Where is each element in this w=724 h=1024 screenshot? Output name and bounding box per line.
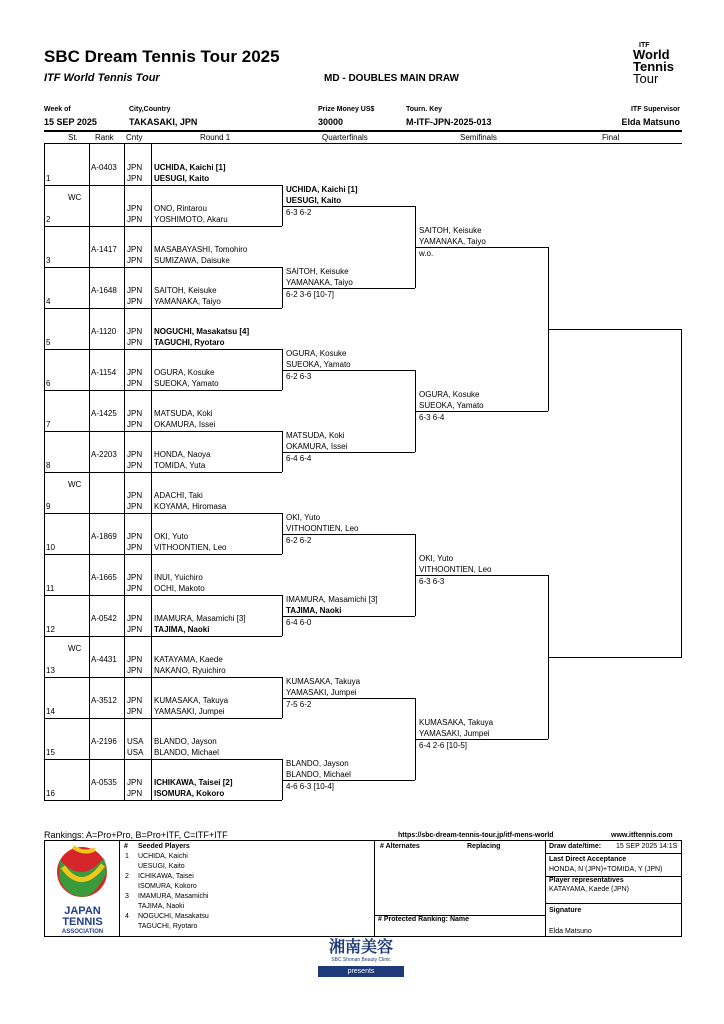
- qf-player: BLANDO, Jayson: [286, 759, 349, 768]
- last-da-value: HONDA, N (JPN)+TOMIDA, Y (JPN): [549, 866, 663, 873]
- player-name: NAKANO, Ryuichiro: [154, 666, 226, 675]
- entry-country: JPN: [127, 450, 143, 459]
- qf-player: SUEOKA, Yamato: [286, 360, 351, 369]
- supervisor-label: ITF Supervisor: [630, 106, 680, 113]
- player-name: TAJIMA, Naoki: [154, 625, 210, 634]
- entry-rule: [44, 718, 282, 719]
- final-rule: [548, 657, 682, 658]
- draw-position: 13: [46, 666, 55, 675]
- entry-country: JPN: [127, 666, 143, 675]
- player-name: OGURA, Kosuke: [154, 368, 215, 377]
- seed-player: TAGUCHI, Ryotaro: [138, 923, 198, 930]
- entry-rule: [44, 759, 282, 760]
- qf-player: VITHOONTIEN, Leo: [286, 524, 359, 533]
- tourn-key-label: Tourn. Key: [406, 106, 443, 113]
- entry-rank: A-1417: [91, 245, 117, 254]
- entry-country: JPN: [127, 614, 143, 623]
- header-rule-top: [44, 130, 682, 132]
- draw-date-label: Draw date/time:: [549, 843, 602, 850]
- draw-position: 10: [46, 543, 55, 552]
- player-name: YAMASAKI, Jumpei: [154, 707, 225, 716]
- player-rep-value: KATAYAMA, Kaede (JPN): [549, 886, 630, 893]
- entry-rank: A-1154: [91, 368, 117, 377]
- draw-position: 14: [46, 707, 55, 716]
- qf-player: UCHIDA, Kaichi [1]: [286, 185, 358, 194]
- japan-tennis-association-logo: [55, 845, 110, 935]
- logo-word-tennis: Tennis: [633, 59, 674, 74]
- entry-rank: A-1425: [91, 409, 117, 418]
- player-name: BLANDO, Michael: [154, 748, 219, 757]
- entry-country: JPN: [127, 327, 143, 336]
- qf-player: BLANDO, Michael: [286, 770, 351, 779]
- player-name: IMAMURA, Masamichi [3]: [154, 614, 246, 623]
- entry-rule: [44, 554, 282, 555]
- qf-player: YAMANAKA, Taiyo: [286, 278, 353, 287]
- footer-divider-1: [119, 840, 120, 937]
- entry-country: JPN: [127, 368, 143, 377]
- player-name: NOGUCHI, Masakatsu [4]: [154, 327, 250, 336]
- seed-player: TAJIMA, Naoki: [138, 903, 185, 910]
- draw-name: MD - DOUBLES MAIN DRAW: [324, 73, 459, 84]
- seed-number: 3: [125, 893, 129, 900]
- entry-rank: A-1869: [91, 532, 117, 541]
- draw-position: 15: [46, 748, 55, 757]
- prize-value: 30000: [318, 117, 344, 127]
- player-name: MASABAYASHI, Tomohiro: [154, 245, 248, 254]
- tournament-title: SBC Dream Tennis Tour 2025: [44, 47, 280, 66]
- draw-position: 7: [46, 420, 51, 429]
- jta-word-tennis: TENNIS: [62, 916, 103, 928]
- entry-rule: [44, 267, 282, 268]
- entry-rank: A-1120: [91, 327, 117, 336]
- entry-country: USA: [127, 748, 144, 757]
- sponsor-sub: SBC Shonan Beauty Clinic: [331, 957, 391, 963]
- rankings-note: Rankings: A=Pro+Pro, B=Pro+ITF, C=ITF+ITF: [44, 830, 228, 840]
- entry-rule: [44, 800, 282, 801]
- qf-score: 6-2 6-2: [286, 536, 312, 545]
- entry-country: JPN: [127, 789, 143, 798]
- seed-player: UCHIDA, Kaichi: [138, 853, 188, 860]
- entry-rule: [44, 472, 282, 473]
- qf-score: 4-6 6-3 [10-4]: [286, 782, 335, 791]
- qf-player: SAITOH, Keisuke: [286, 267, 349, 276]
- tennis-ball-icon: [55, 845, 110, 900]
- signature-label: Signature: [549, 907, 582, 914]
- date-divider: [545, 853, 682, 854]
- entry-rank: A-3512: [91, 696, 117, 705]
- player-name: ISOMURA, Kokoro: [154, 789, 225, 798]
- player-name: OKI, Yuto: [154, 532, 189, 541]
- player-name: OCHI, Makoto: [154, 584, 205, 593]
- itf-url[interactable]: www.itftennis.com: [611, 832, 673, 839]
- entry-country: JPN: [127, 584, 143, 593]
- col-final: Final: [602, 133, 620, 142]
- sf-score: 6-3 6-3: [419, 577, 445, 586]
- city-label: City,Country: [129, 106, 171, 113]
- replacing-label: Replacing: [467, 843, 501, 850]
- header-rule-bottom: [44, 143, 682, 144]
- signature-value: Elda Matsuno: [549, 928, 592, 935]
- entry-country: JPN: [127, 286, 143, 295]
- tour-subtitle: ITF World Tennis Tour: [44, 72, 160, 84]
- entry-country: JPN: [127, 215, 143, 224]
- sf-player: OGURA, Kosuke: [419, 390, 480, 399]
- seed-player: IMAMURA, Masamichi: [138, 893, 209, 900]
- entry-status: WC: [68, 480, 82, 489]
- sf-score: 6-3 6-4: [419, 413, 445, 422]
- qf-player: KUMASAKA, Takuya: [286, 677, 361, 686]
- player-name: SUMIZAWA, Daisuke: [154, 256, 230, 265]
- draw-position: 11: [46, 584, 55, 593]
- col-quarterfinals: Quarterfinals: [322, 133, 368, 142]
- draw-date-value: 15 SEP 2025 14:1S: [616, 843, 678, 850]
- seeded-hash: #: [124, 843, 128, 850]
- player-name: MATSUDA, Koki: [154, 409, 213, 418]
- entry-country: JPN: [127, 625, 143, 634]
- sf-player: SUEOKA, Yamato: [419, 401, 484, 410]
- qf-score: 6-4 6-0: [286, 618, 312, 627]
- player-name: ONO, Rintarou: [154, 204, 207, 213]
- player-name: KOYAMA, Hiromasa: [154, 502, 227, 511]
- alternates-label: # Alternates: [380, 843, 420, 850]
- footer-divider-3: [545, 840, 546, 937]
- qf-score: 7-5 6-2: [286, 700, 312, 709]
- city-value: TAKASAKI, JPN: [129, 117, 198, 127]
- entry-rule: [44, 185, 282, 186]
- qf-score: 6-4 6-4: [286, 454, 312, 463]
- itf-logo-mark: ITF: [639, 42, 650, 49]
- jta-word-japan: JAPAN: [64, 905, 101, 917]
- entry-rule: [44, 636, 282, 637]
- col-rank: Rank: [95, 133, 114, 142]
- entry-rule: [44, 390, 282, 391]
- seed-number: 2: [125, 873, 129, 880]
- entry-country: JPN: [127, 379, 143, 388]
- qf-player: UESUGI, Kaito: [286, 196, 342, 205]
- entry-country: JPN: [127, 420, 143, 429]
- qf-score: 6-2 6-3: [286, 372, 312, 381]
- player-name: OKAMURA, Issei: [154, 420, 216, 429]
- entry-status: WC: [68, 644, 82, 653]
- sf-player: SAITOH, Keisuke: [419, 226, 482, 235]
- qf-player: OGURA, Kosuke: [286, 349, 347, 358]
- seeded-label: Seeded Players: [138, 843, 190, 850]
- entry-rank: A-0542: [91, 614, 117, 623]
- entry-country: JPN: [127, 655, 143, 664]
- jta-word-association: ASSOCIATION: [61, 929, 104, 935]
- logo-word-world: World: [633, 47, 670, 62]
- player-name: SUEOKA, Yamato: [154, 379, 219, 388]
- entry-rule: [44, 308, 282, 309]
- entry-country: JPN: [127, 163, 143, 172]
- entry-country: JPN: [127, 174, 143, 183]
- entry-rule: [44, 226, 282, 227]
- entry-rank: A-4431: [91, 655, 117, 664]
- draw-position: 9: [46, 502, 51, 511]
- entry-country: JPN: [127, 532, 143, 541]
- entry-country: USA: [127, 737, 144, 746]
- entry-rank: A-2196: [91, 737, 117, 746]
- entry-rank: A-0403: [91, 163, 117, 172]
- seed-player: NOGUCHI, Masakatsu: [138, 913, 209, 920]
- entry-rank: A-1665: [91, 573, 117, 582]
- supervisor-value: Elda Matsuno: [621, 117, 680, 127]
- entry-country: JPN: [127, 204, 143, 213]
- player-name: INUI, Yuichiro: [154, 573, 203, 582]
- player-name: SAITOH, Keisuke: [154, 286, 217, 295]
- entry-country: JPN: [127, 543, 143, 552]
- player-name: YAMANAKA, Taiyo: [154, 297, 221, 306]
- entry-rank: A-1648: [91, 286, 117, 295]
- qf-player: OKI, Yuto: [286, 513, 321, 522]
- player-name: UESUGI, Kaito: [154, 174, 210, 183]
- sf-player: VITHOONTIEN, Leo: [419, 565, 492, 574]
- seed-player: ISOMURA, Kokoro: [138, 883, 197, 890]
- player-name: KUMASAKA, Takuya: [154, 696, 229, 705]
- qf-player: YAMASAKI, Jumpei: [286, 688, 357, 697]
- entry-rule: [44, 513, 282, 514]
- entry-rule: [44, 349, 282, 350]
- seed-number: 1: [125, 853, 129, 860]
- player-name: VITHOONTIEN, Leo: [154, 543, 227, 552]
- sf-rule: [415, 247, 548, 248]
- draw-position: 6: [46, 379, 51, 388]
- logo-word-tour: Tour: [633, 71, 659, 86]
- player-rep-label: Player representatives: [549, 877, 624, 884]
- entry-country: JPN: [127, 778, 143, 787]
- player-name: TOMIDA, Yuta: [154, 461, 206, 470]
- entry-country: JPN: [127, 409, 143, 418]
- qf-score: 6-2 3-6 [10-7]: [286, 290, 335, 299]
- final-connector: [681, 329, 682, 657]
- sf-player: KUMASAKA, Takuya: [419, 718, 494, 727]
- player-name: BLANDO, Jayson: [154, 737, 217, 746]
- week-value: 15 SEP 2025: [44, 117, 97, 127]
- sf-score: 6-4 2-6 [10-5]: [419, 741, 468, 750]
- draw-position: 16: [46, 789, 55, 798]
- sponsor-name: 湘南美容: [328, 937, 393, 956]
- draw-position: 8: [46, 461, 51, 470]
- sf-player: YAMASAKI, Jumpei: [419, 729, 490, 738]
- seed-player: UESUGI, Kaito: [138, 863, 185, 870]
- entry-rule: [44, 595, 282, 596]
- draw-position: 2: [46, 215, 51, 224]
- draw-position: 3: [46, 256, 51, 265]
- entry-rank: A-2203: [91, 450, 117, 459]
- entry-status: WC: [68, 193, 82, 202]
- rep-divider: [545, 903, 682, 904]
- entry-country: JPN: [127, 707, 143, 716]
- final-rule: [548, 329, 682, 330]
- qf-player: OKAMURA, Issei: [286, 442, 348, 451]
- player-name: YOSHIMOTO, Akaru: [154, 215, 228, 224]
- entry-country: JPN: [127, 461, 143, 470]
- tournament-url[interactable]: https://sbc-dream-tennis-tour.jp/itf-mens-world: [398, 832, 554, 839]
- entry-rule: [44, 677, 282, 678]
- entry-country: JPN: [127, 297, 143, 306]
- player-name: TAGUCHI, Ryotaro: [154, 338, 225, 347]
- prize-label: Prize Money US$: [318, 106, 375, 113]
- col-round1: Round 1: [200, 133, 231, 142]
- seed-player: ICHIKAWA, Taisei: [138, 873, 194, 880]
- entry-country: JPN: [127, 491, 143, 500]
- entry-country: JPN: [127, 256, 143, 265]
- seed-number: 4: [125, 913, 129, 920]
- qf-player: IMAMURA, Masamichi [3]: [286, 595, 378, 604]
- sf-player: OKI, Yuto: [419, 554, 454, 563]
- player-name: UCHIDA, Kaichi [1]: [154, 163, 226, 172]
- draw-position: 5: [46, 338, 51, 347]
- entry-country: JPN: [127, 245, 143, 254]
- player-name: ADACHI, Taki: [154, 491, 203, 500]
- protected-ranking-label: # Protected Ranking: Name: [378, 916, 470, 923]
- entry-country: JPN: [127, 696, 143, 705]
- footer-divider-2: [374, 840, 375, 937]
- entry-rule: [44, 431, 282, 432]
- itf-world-tennis-tour-logo: [633, 42, 689, 85]
- qf-player: MATSUDA, Koki: [286, 431, 345, 440]
- entry-country: JPN: [127, 338, 143, 347]
- player-name: HONDA, Naoya: [154, 450, 211, 459]
- sf-player: YAMANAKA, Taiyo: [419, 237, 486, 246]
- col-semifinals: Semifinals: [460, 133, 497, 142]
- player-name: KATAYAMA, Kaede: [154, 655, 223, 664]
- draw-position: 1: [46, 174, 51, 183]
- entry-rank: A-0535: [91, 778, 117, 787]
- tourn-key-value: M-ITF-JPN-2025-013: [406, 117, 492, 127]
- col-cnty: Cnty: [126, 133, 143, 142]
- sf-score: w.o.: [419, 249, 434, 258]
- last-da-label: Last Direct Acceptance: [549, 856, 627, 863]
- player-name: ICHIKAWA, Taisei [2]: [154, 778, 233, 787]
- week-label: Week of: [44, 106, 71, 113]
- qf-score: 6-3 6-2: [286, 208, 312, 217]
- draw-position: 4: [46, 297, 51, 306]
- entry-country: JPN: [127, 502, 143, 511]
- sponsor-logo: [318, 938, 404, 977]
- draw-position: 12: [46, 625, 55, 634]
- qf-player: TAJIMA, Naoki: [286, 606, 342, 615]
- entry-country: JPN: [127, 573, 143, 582]
- col-st: St.: [68, 133, 78, 142]
- sponsor-presents: presents: [318, 966, 404, 977]
